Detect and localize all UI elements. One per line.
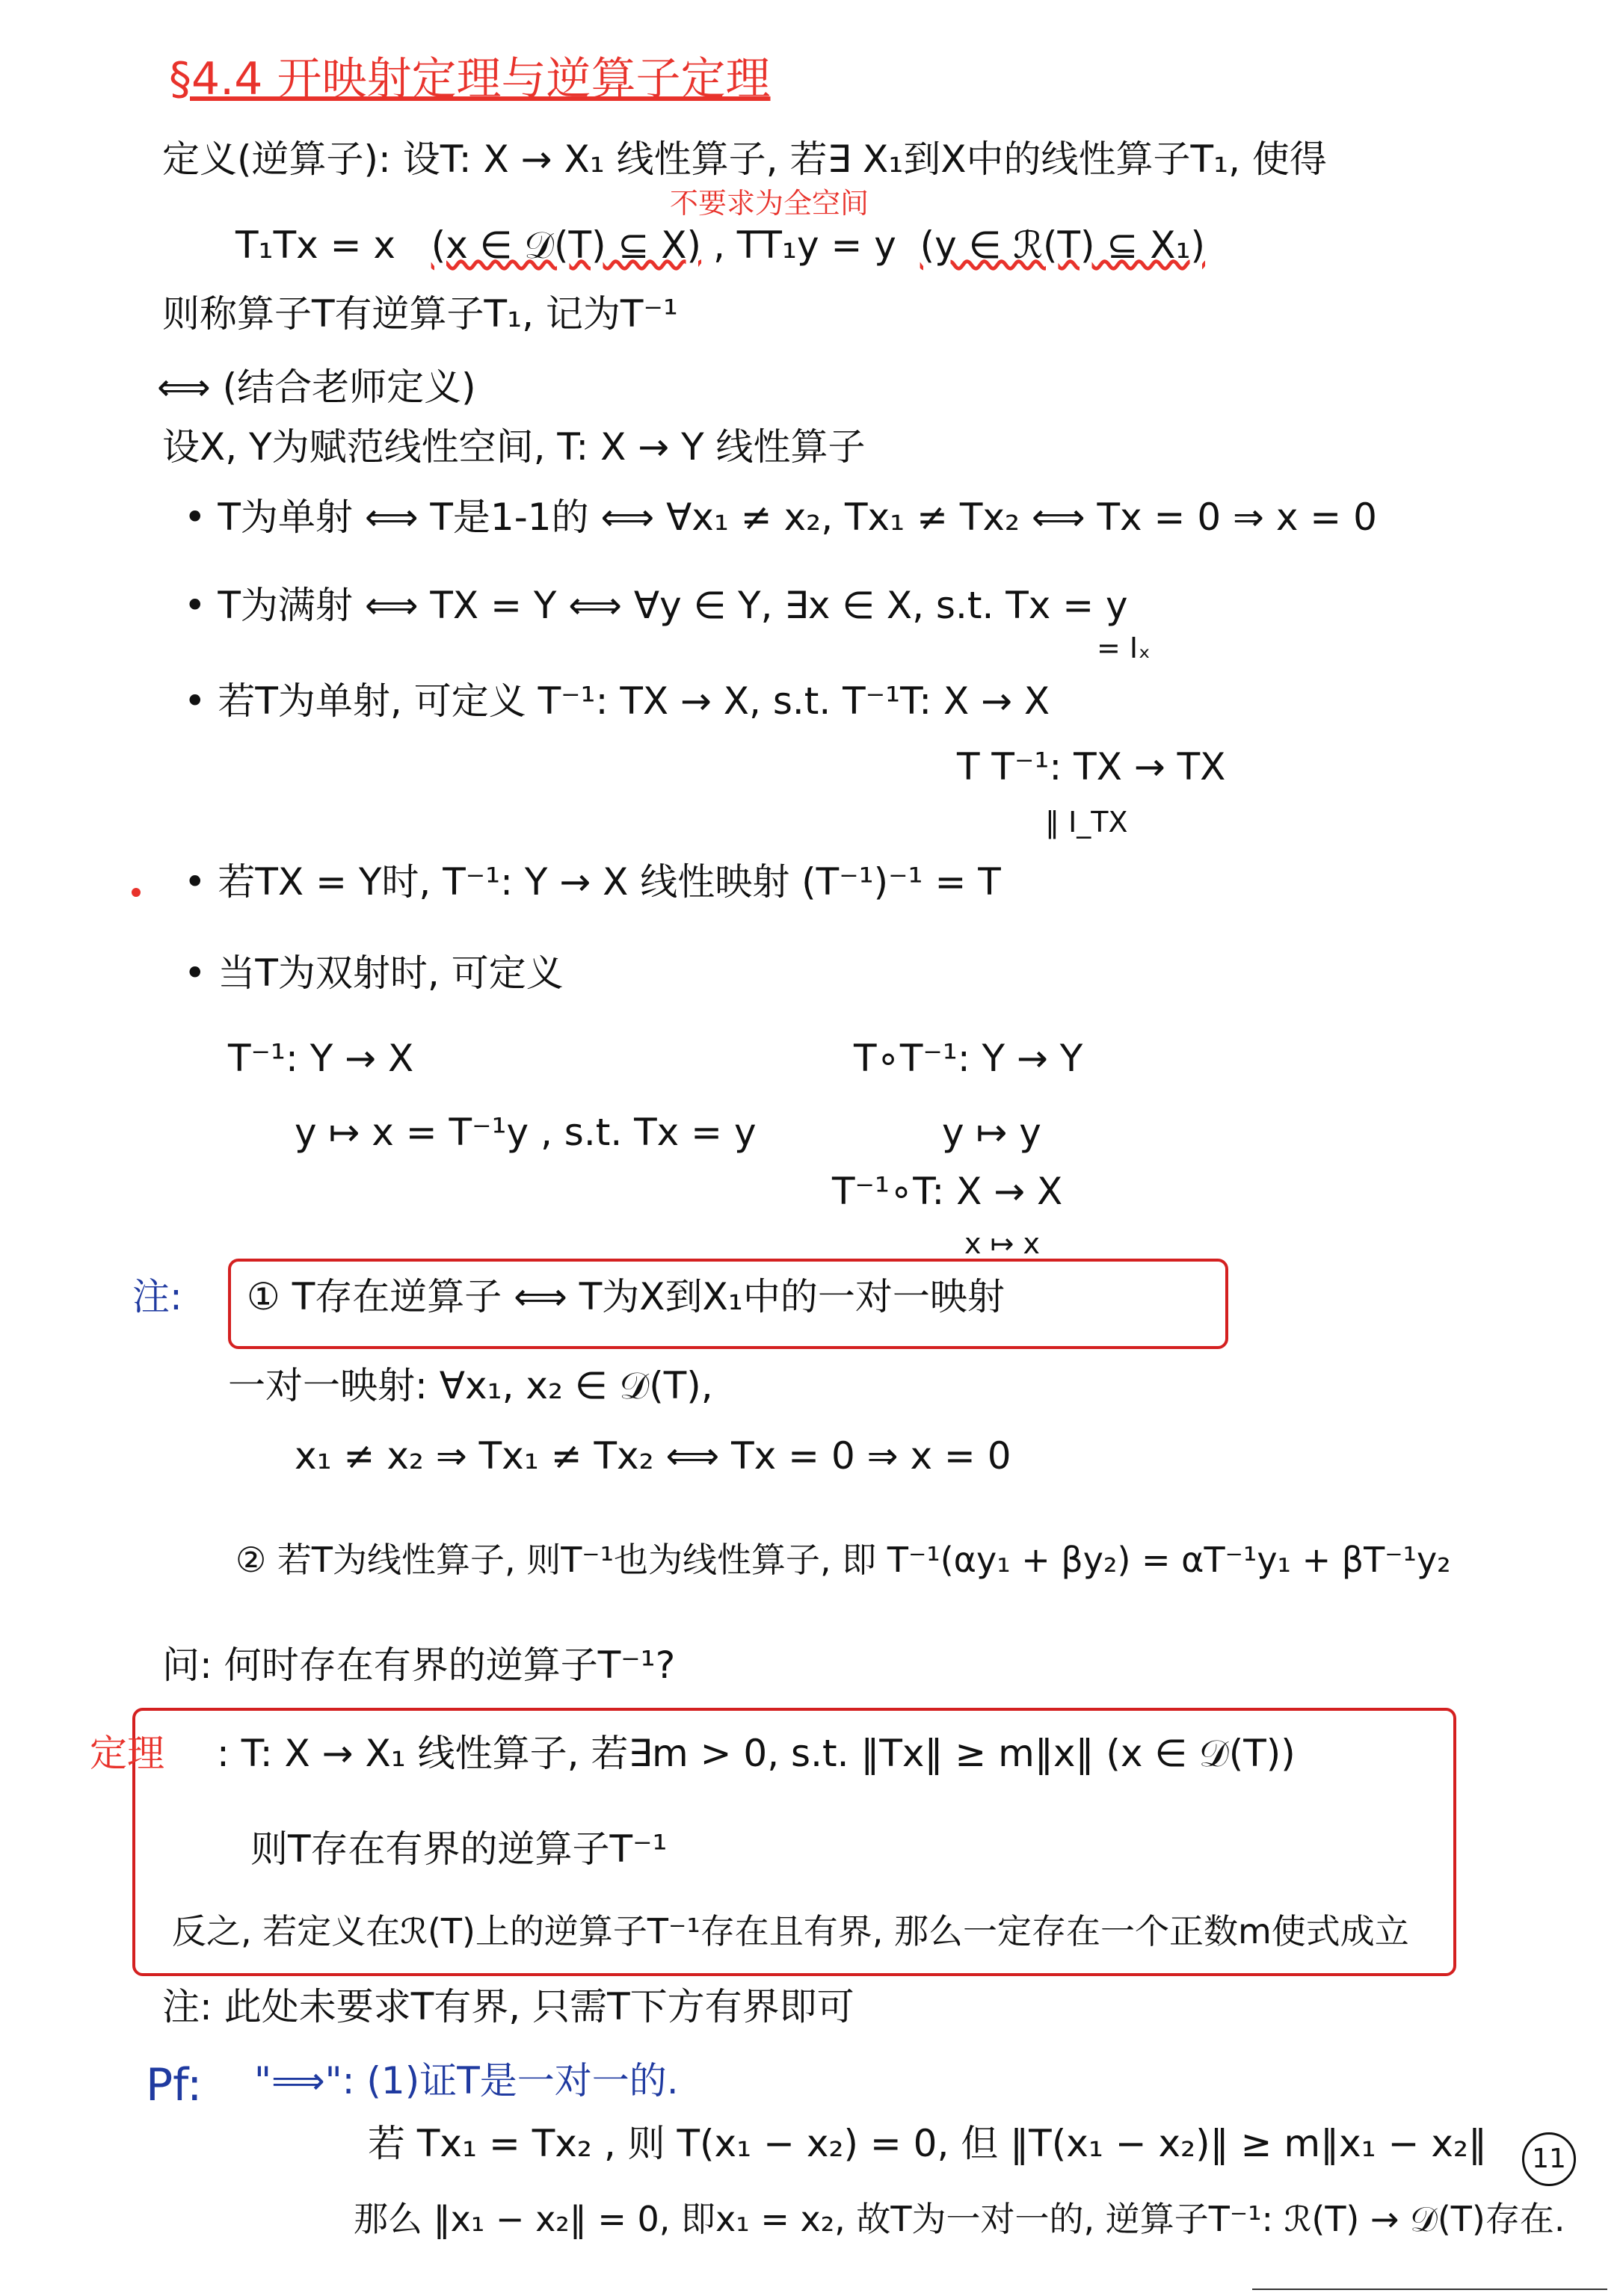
red-dot — [132, 888, 141, 897]
theorem-line-1: : T: X → X₁ 线性算子, 若∃m > 0, s.t. ‖Tx‖ ≥ m‖x‖ (x ∈ 𝒟(T)) — [217, 1732, 1296, 1775]
formula-a-condition: (x ∈ 𝒟(T) ⊆ X) — [431, 223, 702, 267]
definition-line: 定义(逆算子): 设T: X → X₁ 线性算子, 若∃ X₁到X中的线性算子T₁, 使得 — [162, 138, 1327, 181]
note-point-2: ② 若T为线性算子, 则T⁻¹也为线性算子, 即 T⁻¹(αy₁ + βy₂) = αT⁻¹y₁ + βT⁻¹y₂ — [235, 1540, 1451, 1580]
proof-line-1: 若 Tx₁ = Tx₂ , 则 T(x₁ − x₂) = 0, 但 ‖T(x₁ − x₂)‖ ≥ m‖x₁ − x₂‖ — [368, 2122, 1488, 2165]
t-tinv-sub: ‖ I_TX — [1045, 806, 1128, 839]
theorem-label: 定理 — [90, 1732, 164, 1775]
definition-formula — [235, 223, 1205, 268]
inverse-rule: y ↦ x = T⁻¹y , s.t. Tx = y — [295, 1111, 757, 1154]
remark-line: 注: 此处未要求T有界, 只需T下方有界即可 — [162, 1985, 854, 2028]
if-injective-line: • 若T为单射, 可定义 T⁻¹: TX → X, s.t. T⁻¹T: X → X — [184, 679, 1050, 723]
equiv-header: ⟺ (结合老师定义) — [157, 365, 476, 409]
composition-map-1: T∘T⁻¹: Y → Y — [854, 1037, 1083, 1080]
bottom-rule — [1252, 2289, 1607, 2290]
one-to-one-line-2: x₁ ≠ x₂ ⇒ Tx₁ ≠ Tx₂ ⟺ Tx = 0 ⇒ x = 0 — [295, 1434, 1011, 1478]
proof-line-2: 那么 ‖x₁ − x₂‖ = 0, 即x₁ = x₂, 故T为一对一的, 逆算子T⁻¹: ℛ(T) → 𝒟(T)存在. — [354, 2199, 1565, 2239]
note-label: 注: — [132, 1275, 182, 1318]
formula-b: , TT₁y = y — [712, 223, 896, 267]
theorem-line-2: 则T存在有界的逆算子T⁻¹ — [250, 1827, 668, 1871]
surjective-line: • T为满射 ⟺ TX = Y ⟺ ∀y ∈ Y, ∃x ∈ X, s.t. Tx = y — [184, 584, 1128, 627]
note-boxed-text: ① T存在逆算子 ⟺ T为X到X₁中的一对一映射 — [247, 1275, 1005, 1318]
page-title: §4.4 开映射定理与逆算子定理 — [169, 53, 771, 105]
composition-rule-1: y ↦ y — [942, 1111, 1041, 1154]
proof-label: Pf: — [146, 2059, 203, 2111]
inverse-map: T⁻¹: Y → X — [228, 1037, 414, 1080]
formula-b-condition: (y ∈ ℛ(T) ⊆ X₁) — [920, 223, 1206, 267]
setup-line: 设X, Y为赋范线性空间, T: X → Y 线性算子 — [162, 425, 866, 469]
definition-conclusion: 则称算子T有逆算子T₁, 记为T⁻¹ — [162, 292, 678, 336]
formula-a: T₁Tx = x — [235, 223, 395, 267]
page-number: 11 — [1522, 2132, 1576, 2186]
composition-rule-2: x ↦ x — [964, 1227, 1040, 1260]
theorem-line-3: 反之, 若定义在ℛ(T)上的逆算子T⁻¹存在且有界, 那么一定存在一个正数m使式成立 — [172, 1911, 1409, 1951]
proof-step-1: "⟹": (1)证T是一对一的. — [254, 2059, 679, 2102]
surjective-sub: = Iₓ — [1097, 632, 1151, 664]
bijective-line: • 当T为双射时, 可定义 — [184, 951, 564, 995]
one-to-one-line: 一对一映射: ∀x₁, x₂ ∈ 𝒟(T), — [228, 1364, 713, 1407]
injective-line: • T为单射 ⟺ T是1-1的 ⟺ ∀x₁ ≠ x₂, Tx₁ ≠ Tx₂ ⟺ Tx = 0 ⇒ x = 0 — [184, 496, 1377, 539]
composition-map-2: T⁻¹∘T: X → X — [832, 1170, 1063, 1213]
question-line: 问: 何时存在有界的逆算子T⁻¹? — [162, 1644, 676, 1687]
t-tinv-line: T T⁻¹: TX → TX — [957, 745, 1226, 789]
tx-eq-y-line: • 若TX = Y时, T⁻¹: Y → X 线性映射 (T⁻¹)⁻¹ = T — [184, 860, 1001, 904]
red-annotation: 不要求为全空间 — [670, 187, 869, 220]
